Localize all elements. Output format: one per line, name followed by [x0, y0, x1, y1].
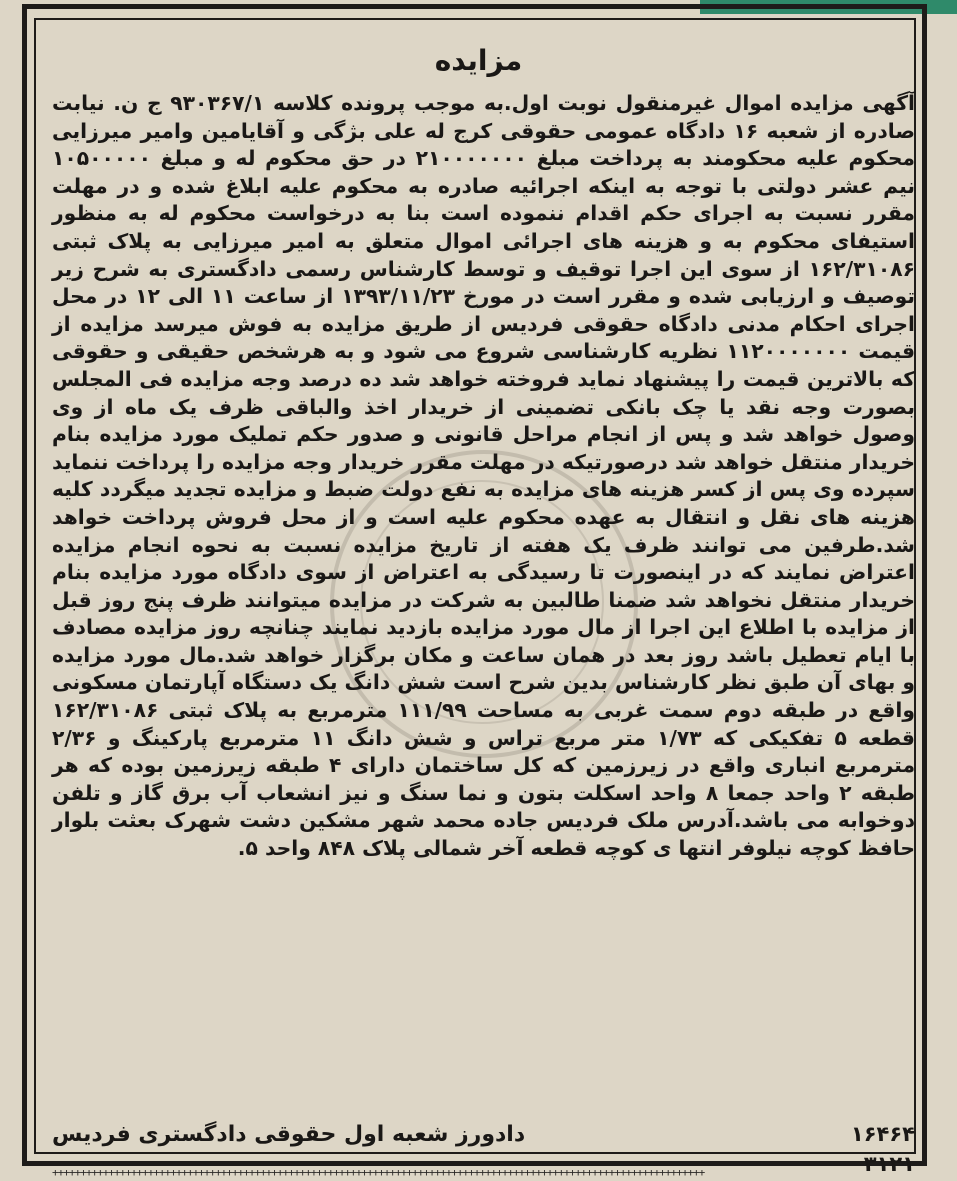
notice-footer: [52, 1122, 915, 1147]
notice-code: ۱۶۴۶۴: [850, 1122, 915, 1146]
notice-title: مزایده: [434, 44, 523, 77]
notice-signature: دادورز شعبه اول حقوقی دادگستری فردیس: [52, 1122, 526, 1147]
separator-row: ++++++++++++++++++++++++++++++++++++++++++++++++++++++++++++++++++++++++++++++++++++++++++++++++++++++++++++++++++++: [52, 1166, 705, 1179]
notice-code-2: ۳۱۲۱: [863, 1152, 915, 1176]
notice-body: آگهی مزایده اموال غیرمنقول نوبت اول.به موجب پرونده کلاسه ۹۳۰۳۶۷/۱ ج ن. نیابت صادره از شعبه ۱۶ دادگاه عمومی حقوقی کرج له علی بژگی و آقایامین وامیر میرزایی محکوم علیه محکومند به پرداخت مبلغ ۲۱۰۰۰۰۰۰۰ در حق محکوم له و مبلغ ۱۰۵۰۰۰۰۰ نیم عشر دولتی با توجه به اینکه اجرائیه صادره به محکوم علیه ابلاغ شده و در مهلت مقرر نسبت به اجرای حکم اقدام ننموده است بنا به درخواست محکوم له به منظور استیفای محکوم به و هزینه های اجرائی اموال متعلق به امیر میرزایی به پلاک ثبتی ۱۶۲/۳۱۰۸۶ از سوی این اجرا توقیف و توسط کارشناس رسمی دادگستری به شرح زیر توصیف و ارزیابی شده و مقرر است در مورخ ۱۳۹۳/۱۱/۲۳ از ساعت ۱۱ الی ۱۲ در محل اجرای احکام مدنی دادگاه حقوقی فردیس از طریق مزایده به فوش میرسد مزایده از قیمت ۱۱۲۰۰۰۰۰۰۰ نظریه کارشناسی شروع می شود و به هرشخص حقیقی و حقوقی که بالاترین قیمت را پیشنهاد نماید فروخته خواهد شد ده درصد وجه مزایده فی المجلس بصورت وجه نقد یا چک بانکی تضمینی از خریدار اخذ والباقی ظرف یک ماه از وی وصول خواهد شد و پس از انجام مراحل قانونی و صدور حکم تملیک مورد مزایده بنام خریدار منتقل خواهد شد درصورتیکه در مهلت مقرر خریدار وجه مزایده را پرداخت ننماید سپرده وی پس از کسر هزینه های مزایده به نفع دولت ضبط و مزایده تجدید میگردد کلیه هزینه های نقل و انتقال به عهده محکوم علیه است و از محل فروش پرداخت خواهد شد.طرفین می توانند ظرف یک هفته از تاریخ مزایده نسبت به نحوه انجام مزایده اعتراض نمایند که در اینصورت تا رسیدگی به اعتراض از سوی دادگاه مورد مزایده بنام خریدار منتقل نخواهد شد ضمنا طالبین به شرکت در مزایده میتوانند ظرف پنج روز قبل از مزایده با اطلاع این اجرا از مال مورد مزایده بازدید نمایند چنانچه روز مزایده مصادف با ایام تعطیل باشد روز بعد در همان ساعت و مکان برگزار خواهد شد.مال مورد مزایده و بهای آن طبق نظر کارشناس بدین شرح است شش دانگ یک دستگاه آپارتمان مسکونی واقع در طبقه دوم سمت غربی به مساحت ۱۱۱/۹۹ مترمربع به پلاک ثبتی ۱۶۲/۳۱۰۸۶ قطعه ۵ تفکیکی که ۱/۷۳ متر مربع تراس و شش دانگ ۱۱ مترمربع پارکینگ و ۲/۳۶ مترمربع انباری واقع در زیرزمین که کل ساختمان دارای ۴ طبقه زیرزمین بوده که هر طبقه ۲ واحد جمعا ۸ واحد اسکلت بتون و نما سنگ و نیز انشعاب آب برق گاز و تلفن دوخوابه می باشد.آدرس ملک فردیس جاده محمد شهر مشکین دشت شهرک بعثت بلوار حافظ کوچه نیلوفر انتها ی کوچه قطعه آخر شمالی پلاک ۸۴۸ واحد ۵.: [52, 91, 916, 861]
